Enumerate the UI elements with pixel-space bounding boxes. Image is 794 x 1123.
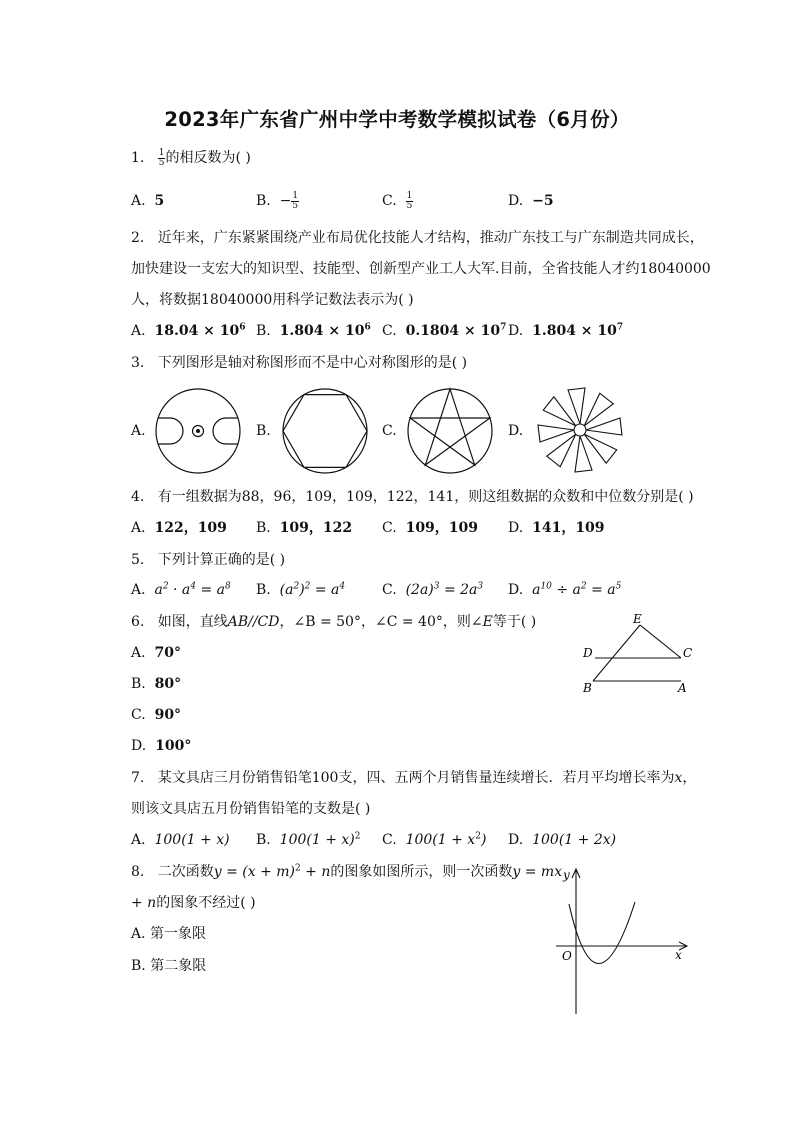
q2-option-b[interactable]: B. $1.804 \times 10^6$ bbox=[256, 322, 371, 339]
question-2-line-1: 2. 近年来，广东紧紧围绕产业布局优化技能人才结构，推动广东技工与广东制造共同成长， bbox=[131, 230, 704, 246]
q4-option-a[interactable]: A. 122，109 bbox=[131, 520, 227, 536]
q5-option-c[interactable]: C. $(2a)^3 = 2a^3$ bbox=[382, 581, 484, 598]
q7-option-d[interactable]: D. 100(1 + 2x) bbox=[508, 832, 617, 848]
q8-option-a[interactable]: A. 第一象限 bbox=[131, 926, 207, 942]
q1-option-b[interactable]: B. − $\frac{1}{5}$ bbox=[256, 190, 299, 211]
q5-option-b[interactable]: B. $(a^2)^2 = a^4$ bbox=[256, 581, 346, 598]
q3-figure-a[interactable] bbox=[150, 386, 245, 476]
question-3: 3. 下列图形是轴对称图形而不是中心对称图形的是( ) bbox=[131, 355, 468, 371]
q4-option-b[interactable]: B. 109，122 bbox=[256, 520, 353, 536]
q8-label-y: y bbox=[563, 868, 570, 882]
q3-figure-c[interactable] bbox=[403, 386, 498, 476]
q7-option-c[interactable]: C. $100(1 + x^2)$ bbox=[382, 831, 487, 848]
q3-option-b-label[interactable]: B. bbox=[256, 423, 271, 439]
q4-option-c[interactable]: C. 109，109 bbox=[382, 520, 479, 536]
q8-option-b[interactable]: B. 第二象限 bbox=[131, 958, 207, 974]
q1-fraction: $\frac{1}{5}$ bbox=[158, 147, 165, 168]
q1-option-d[interactable]: D. −5 bbox=[508, 193, 554, 209]
q6-figure bbox=[578, 608, 696, 700]
q8-figure bbox=[552, 864, 692, 1020]
q4-option-d[interactable]: D. 141，109 bbox=[508, 520, 605, 536]
q2-option-c[interactable]: C. $0.1804 \times 10^7$ bbox=[382, 322, 507, 339]
q6-label-e: E bbox=[633, 612, 642, 626]
question-5: 5. 下列计算正确的是( ) bbox=[131, 552, 286, 568]
q1-number: 1. bbox=[131, 150, 145, 166]
q6-label-c: C bbox=[683, 646, 693, 660]
q3-option-a-label[interactable]: A. bbox=[131, 423, 146, 439]
question-2-line-2: 加快建设一支宏大的知识型、技能型、创新型产业工人大军.目前，全省技能人才约18040000 bbox=[131, 261, 711, 277]
q5-option-d[interactable]: D. $a^{10} \div a^2 = a^5$ bbox=[508, 581, 622, 598]
q1-option-a[interactable]: A. 5 bbox=[131, 193, 165, 209]
q3-option-d-label[interactable]: D. bbox=[508, 423, 524, 439]
q6-option-a[interactable]: A. 70° bbox=[131, 645, 181, 661]
q3-figure-b[interactable] bbox=[278, 386, 373, 476]
q6-option-d[interactable]: D. 100° bbox=[131, 738, 192, 754]
q6-label-b: B bbox=[583, 681, 592, 695]
q5-option-a[interactable]: A. $a^2 \cdot a^4 = a^8$ bbox=[131, 581, 231, 598]
q3-figure-d[interactable] bbox=[530, 384, 630, 480]
question-6: 6. 如图，直线AB//CD，∠B = 50°，∠C = 40°，则∠E等于( ) bbox=[131, 614, 537, 630]
question-8-line-2: + n的图象不经过( ) bbox=[131, 895, 256, 911]
q6-option-c[interactable]: C. 90° bbox=[131, 707, 182, 723]
q2-option-d[interactable]: D. $1.804 \times 10^7$ bbox=[508, 322, 624, 339]
q3-option-c-label[interactable]: C. bbox=[382, 423, 397, 439]
question-1 bbox=[131, 148, 251, 168]
q7-option-b[interactable]: B. $100(1 + x)^2$ bbox=[256, 831, 361, 848]
question-7-line-1: 7. 某文具店三月份销售铅笔100支，四、五两个月销售量连续增长．若月平均增长率为x， bbox=[131, 770, 697, 786]
q1-text: 的相反数为( ) bbox=[165, 150, 251, 166]
q6-label-d: D bbox=[583, 646, 593, 660]
question-4: 4. 有一组数据为88，96，109，109，122，141，则这组数据的众数和中位数分别是( ) bbox=[131, 489, 694, 505]
q1-option-c[interactable]: C. $\frac{1}{5}$ bbox=[382, 190, 413, 211]
question-8-line-1: 8. 二次函数$y = (x + m)^2 + n$的图象如图所示，则一次函数y = mx bbox=[131, 863, 563, 880]
page-title: 2023年广东省广州中学中考数学模拟试卷（6月份） bbox=[164, 108, 630, 131]
q6-option-b[interactable]: B. 80° bbox=[131, 676, 182, 692]
q2-option-a[interactable]: A. $18.04 \times 10^6$ bbox=[131, 322, 246, 339]
question-7-line-2: 则该文具店五月份销售铅笔的支数是( ) bbox=[131, 801, 371, 817]
q8-label-x: x bbox=[675, 948, 682, 962]
q7-option-a[interactable]: A. 100(1 + x) bbox=[131, 832, 230, 848]
question-2-line-3: 人，将数据18040000用科学记数法表示为( ) bbox=[131, 292, 414, 308]
q8-label-o: O bbox=[562, 949, 572, 963]
q6-label-a: A bbox=[678, 681, 687, 695]
